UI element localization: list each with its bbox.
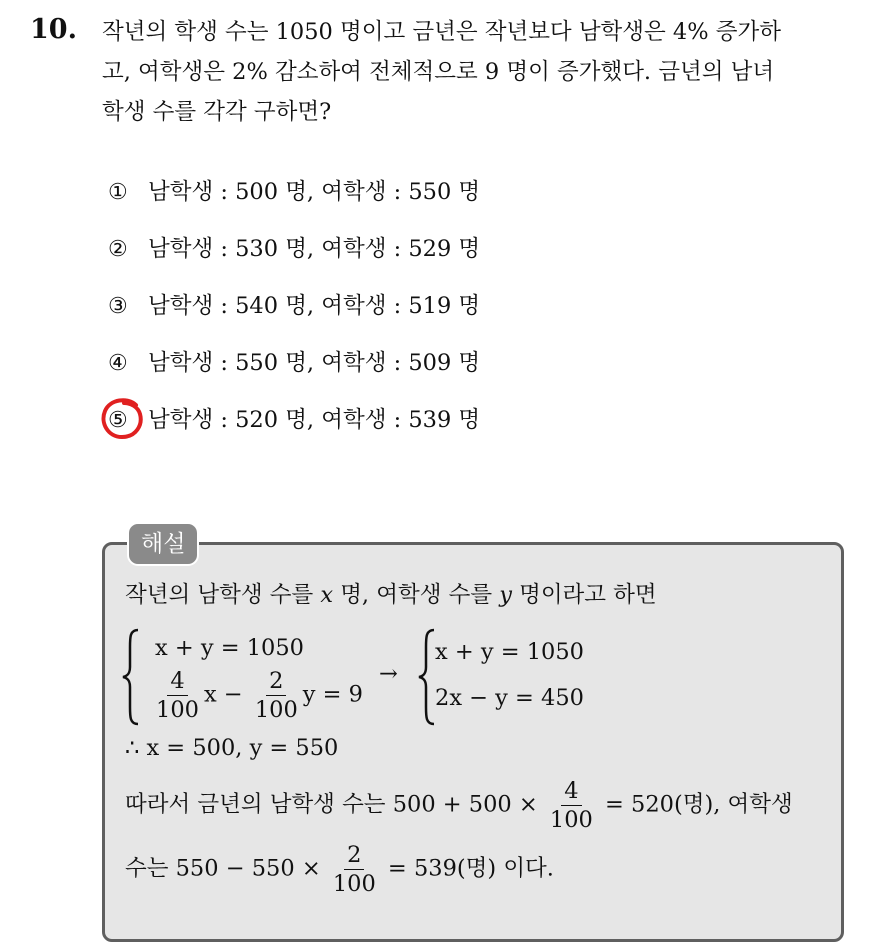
fraction: $\frac{4}{100}$	[549, 778, 593, 833]
fraction: $\frac{4}{100}$	[156, 668, 199, 723]
choice-text: 남학생 : 540 명, 여학생 : 519 명	[148, 293, 481, 319]
fraction: $\frac{2}{100}$	[332, 842, 376, 897]
system2-eq2: 2x − y = 450	[435, 685, 584, 711]
choice-text: 남학생 : 520 명, 여학생 : 539 명	[148, 407, 481, 433]
question-text	[102, 12, 872, 132]
choice-text: 남학생 : 550 명, 여학생 : 509 명	[148, 350, 481, 376]
choice-number: ①	[108, 180, 128, 205]
choice-4[interactable]	[108, 343, 480, 383]
solution-tag: 해설	[127, 522, 199, 566]
solution-box	[102, 542, 844, 942]
system1-eq2: $\frac{4}{100}$ x − $\frac{2}{100}$ y = 9	[151, 667, 363, 724]
question-number: 10.	[30, 14, 77, 45]
choice-5[interactable]	[108, 400, 480, 440]
question-line: 고, 여학생은 2% 감소하여 전체적으로 9 명이 증가했다. 금년의 남녀	[102, 59, 775, 85]
question-line: 학생 수를 각각 구하면?	[102, 99, 332, 125]
therefore-line: ∴ x = 500, y = 550	[125, 735, 339, 761]
choice-2[interactable]	[108, 229, 480, 269]
choice-text: 남학생 : 500 명, 여학생 : 550 명	[148, 179, 481, 205]
arrow-icon: →	[379, 661, 398, 687]
answer-circle-icon	[98, 395, 150, 445]
left-brace-icon	[121, 627, 141, 727]
choice-number: ④	[108, 351, 128, 376]
fraction: $\frac{2}{100}$	[254, 668, 298, 723]
choice-number: ③	[108, 294, 128, 319]
system2-eq1: x + y = 1050	[435, 639, 584, 665]
solution-intro: 작년의 남학생 수를 x 명, 여학생 수를 y 명이라고 하면	[125, 582, 657, 608]
choice-number: ⑤	[108, 408, 128, 433]
choice-3[interactable]	[108, 286, 480, 326]
solution-line-female: 수는 550 − 550 × $\frac{2}{100}$ = 539(명) 이다.	[125, 842, 554, 897]
left-brace-icon	[417, 627, 437, 727]
solution-line-male: 따라서 금년의 남학생 수는 500 + 500 × $\frac{4}{100}$ = 520(명), 여학생	[125, 778, 793, 833]
question-line: 작년의 학생 수는 1050 명이고 금년은 작년보다 남학생은 4% 증가하	[102, 19, 781, 45]
choice-text: 남학생 : 530 명, 여학생 : 529 명	[148, 236, 481, 262]
choice-1[interactable]	[108, 172, 480, 212]
choice-number: ②	[108, 237, 128, 262]
system1-eq1: x + y = 1050	[155, 635, 304, 661]
